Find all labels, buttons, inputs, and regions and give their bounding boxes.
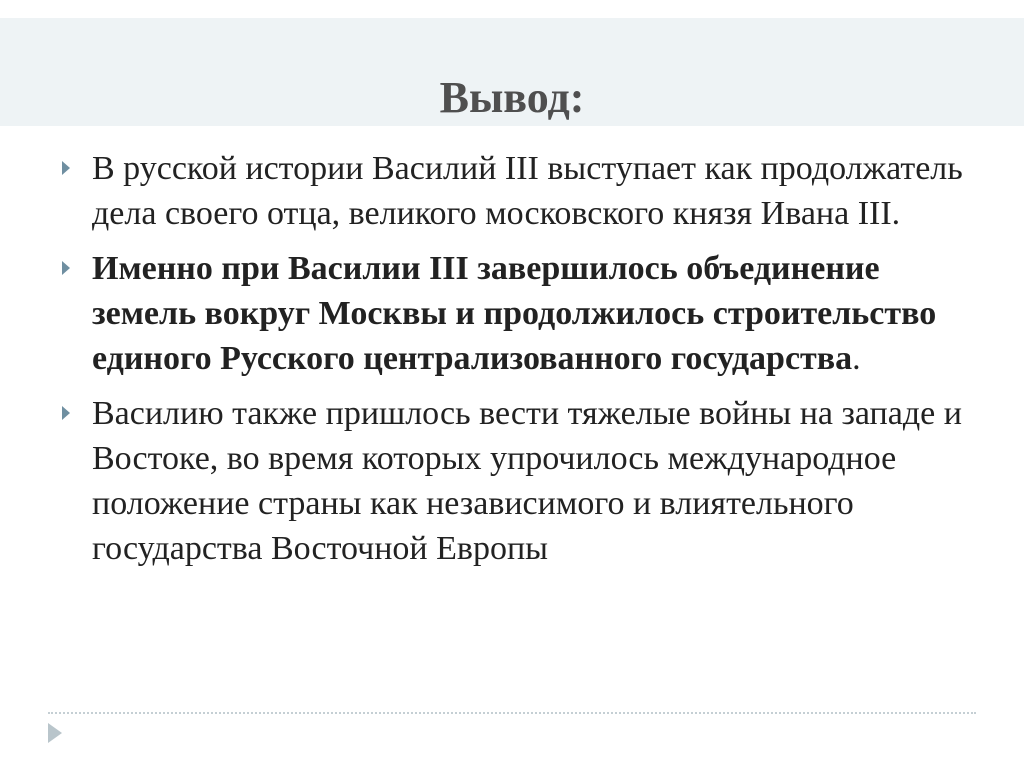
bullet-item bbox=[60, 246, 980, 381]
footer-divider bbox=[48, 712, 976, 714]
bullet-text: Василию также пришлось вести тяжелые войны на западе и Востоке, во время которых упрочилось международное положение страны как независимого и влиятельного государства Восточной Европы bbox=[92, 395, 962, 567]
bullet-list bbox=[60, 146, 980, 581]
triangle-bullet-icon bbox=[62, 261, 70, 275]
triangle-bullet-icon bbox=[62, 161, 70, 175]
triangle-arrow-icon bbox=[48, 723, 62, 743]
bullet-text-bold: Именно при Василии III завершилось объединение земель вокруг Москвы и продолжилось строительство единого Русского централизованного государства bbox=[92, 250, 937, 377]
triangle-bullet-icon bbox=[62, 406, 70, 420]
bullet-item bbox=[60, 391, 980, 571]
bullet-text: В русской истории Василий III выступает как продолжатель дела своего отца, великого московского князя Ивана III. bbox=[92, 150, 963, 232]
bullet-item bbox=[60, 146, 980, 236]
bullet-text-tail: . bbox=[852, 340, 861, 377]
slide-title: Вывод: bbox=[439, 73, 585, 122]
